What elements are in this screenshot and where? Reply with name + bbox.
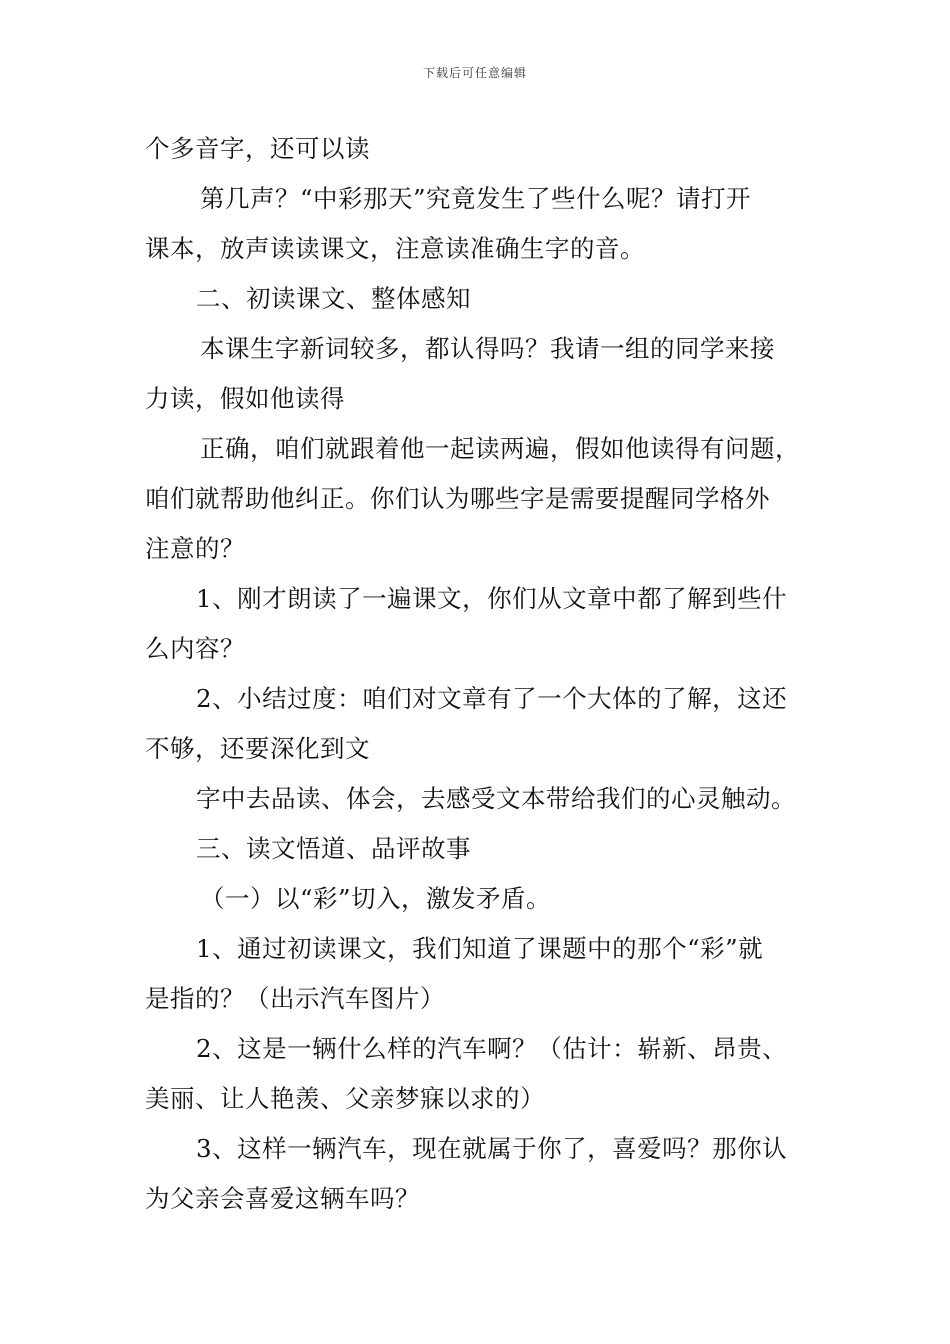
text-line: 2、这是一辆什么样的汽车啊？（估计：崭新、昂贵、 bbox=[196, 1034, 788, 1063]
text-line: 二、初读课文、整体感知 bbox=[196, 284, 471, 313]
page-header: 下载后可任意编辑 bbox=[422, 66, 527, 80]
text-line: 为父亲会喜爱这辆车吗？ bbox=[145, 1184, 420, 1213]
text-line: 字中去品读、体会，去感受文本带给我们的心灵触动。 bbox=[196, 784, 796, 813]
text-line: 1、刚才朗读了一遍课文，你们从文章中都了解到些什 bbox=[196, 584, 788, 613]
text-line: 3、这样一辆汽车，现在就属于你了，喜爱吗？那你认 bbox=[196, 1134, 788, 1163]
text-line: 本课生字新词较多，都认得吗？我请一组的同学来接 bbox=[200, 334, 775, 363]
text-line: 注意的？ bbox=[145, 534, 245, 563]
text-line: 1、通过初读课文，我们知道了课题中的那个“彩”就 bbox=[196, 934, 764, 963]
text-line: 是指的？（出示汽车图片） bbox=[145, 984, 445, 1013]
text-line: 课本，放声读读课文，注意读准确生字的音。 bbox=[145, 234, 645, 263]
text-line: 力读，假如他读得 bbox=[145, 384, 345, 413]
text-line: 个多音字，还可以读 bbox=[145, 134, 370, 163]
text-line: 不够，还要深化到文 bbox=[145, 734, 370, 763]
text-line: 正确，咱们就跟着他一起读两遍，假如他读得有问题， bbox=[200, 434, 800, 463]
text-line: 第几声？“中彩那天”究竟发生了些什么呢？请打开 bbox=[200, 184, 752, 213]
text-line: 三、读文悟道、品评故事 bbox=[196, 834, 471, 863]
text-line: 咱们就帮助他纠正。你们认为哪些字是需要提醒同学格外 bbox=[145, 484, 770, 513]
text-line: （一）以“彩”切入，激发矛盾。 bbox=[200, 884, 552, 913]
text-line: 美丽、让人艳羡、父亲梦寐以求的） bbox=[145, 1084, 545, 1113]
text-line: 么内容？ bbox=[145, 634, 245, 663]
text-line: 2、小结过度：咱们对文章有了一个大体的了解，这还 bbox=[196, 684, 788, 713]
